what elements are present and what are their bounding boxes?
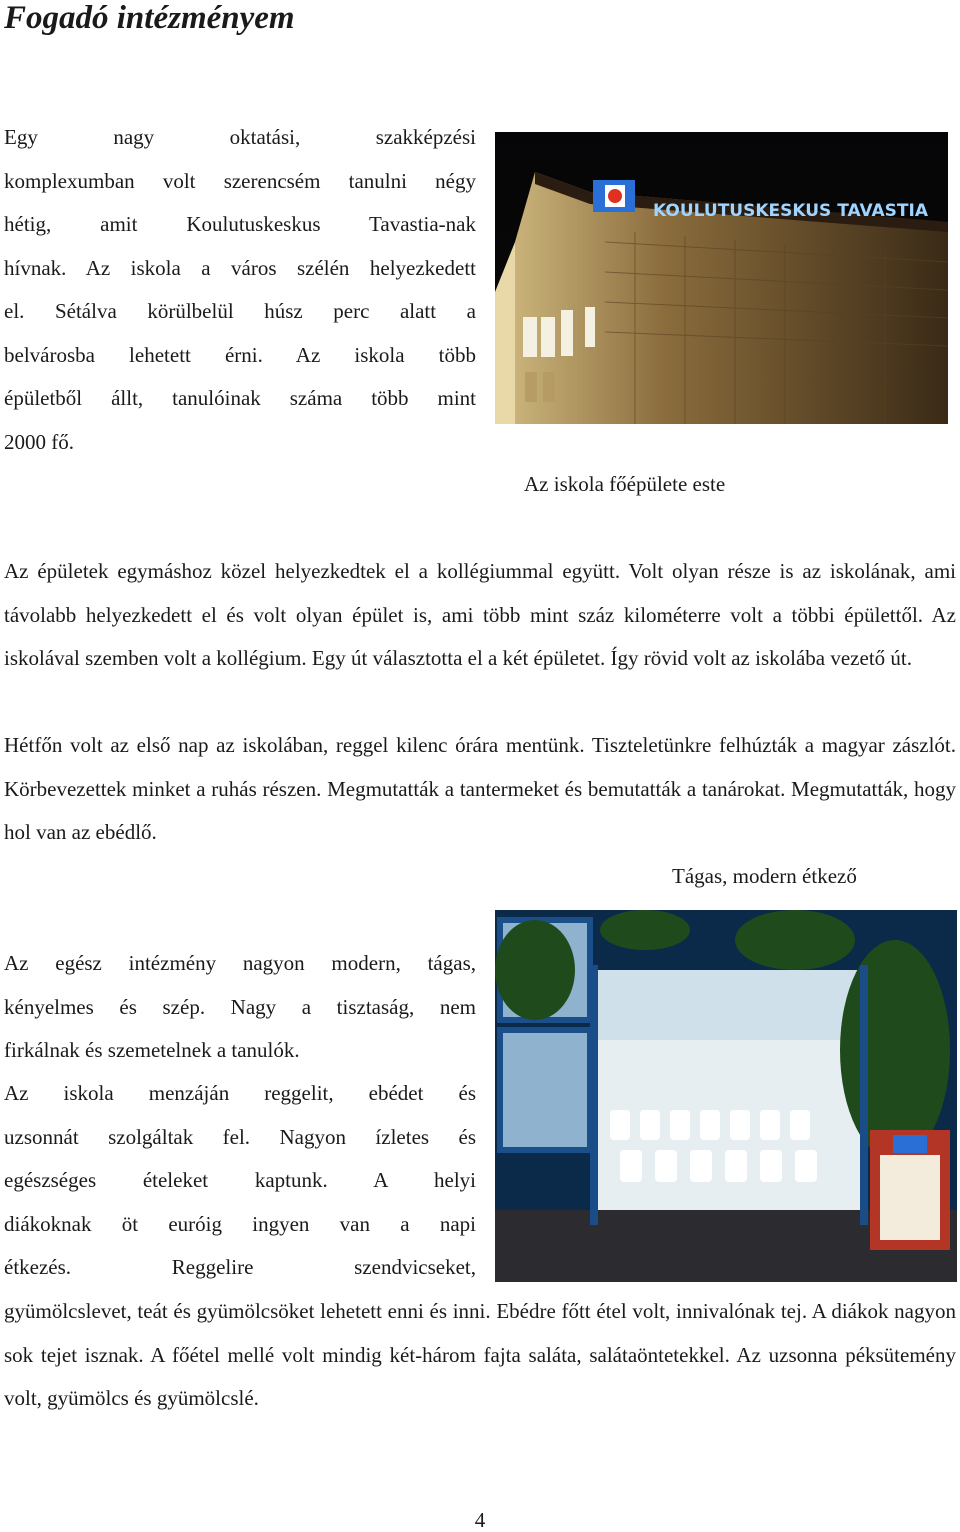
paragraph-modern xyxy=(4,942,476,1073)
paragraph-meals-continued xyxy=(4,1290,956,1421)
paragraph-text: gyümölcslevet, teát és gyümölcsöket lehetett enni és inni. Ebédre főtt étel volt, innivalónak tej. A diákok nagyon sok tejet isznak. A főétel mellé volt mindig két-három fajta saláta, salátaöntetekkel. Az uzsonna péksütemény volt, gyümölcs és gyümölcslé. xyxy=(4,1299,956,1410)
text-line: belvárosba lehetett érni. Az iskola több xyxy=(4,342,476,367)
photo1-caption: Az iskola főépülete este xyxy=(524,472,726,496)
text-line: Egy nagy oktatási, szakképzési xyxy=(4,125,476,149)
text-line: hétig, amit Koulutuskeskus Tavastia-nak xyxy=(4,212,476,236)
text-line: komplexumban volt szerencsém tanulni négy xyxy=(4,168,476,193)
text-line: diákoknak öt euróig ingyen van a napi xyxy=(4,1211,476,1236)
text-line: uzsonnát szolgáltak fel. Nagyon ízletes és xyxy=(4,1124,476,1149)
school-building-photo xyxy=(495,132,948,424)
text-line: hívnak. Az iskola a város szélén helyezkedett xyxy=(4,255,476,280)
paragraph-meals xyxy=(4,1072,476,1290)
intro-paragraph xyxy=(4,116,476,464)
text-line: egészséges ételeket kaptunk. A helyi xyxy=(4,1168,476,1192)
page-title: Fogadó intézményem xyxy=(4,0,295,36)
text-line: 2000 fő. xyxy=(4,429,74,454)
text-line: Az iskola menzáján reggelit, ebédet és xyxy=(4,1081,476,1105)
building-sign-text: KOULUTUSKESKUS TAVASTIA xyxy=(653,201,928,221)
paragraph-first-day xyxy=(4,724,956,855)
text-line: firkálnak és szemetelnek a tanulók. xyxy=(4,1038,300,1062)
text-line: étkezés. Reggelire szendvicseket, xyxy=(4,1255,476,1279)
school-building-image xyxy=(495,132,948,424)
photo2-caption: Tágas, modern étkező xyxy=(672,864,857,888)
text-line: Az egész intézmény nagyon modern, tágas, xyxy=(4,951,476,975)
cafeteria-photo xyxy=(495,910,957,1282)
paragraph-buildings xyxy=(4,550,956,681)
page-number: 4 xyxy=(474,1508,486,1532)
paragraph-text: Hétfőn volt az első nap az iskolában, reggel kilenc órára mentünk. Tiszteletünkre felhúzták a magyar zászlót. Körbevezettek minket a ruhás részen. Megmutatták a tantermeket és bemutatták a tanárokat. Megmutatták, hogy hol van az ebédlő. xyxy=(4,733,956,844)
cafeteria-image xyxy=(495,910,957,1282)
text-line: épületből állt, tanulóinak száma több mint xyxy=(4,386,476,410)
text-line: kényelmes és szép. Nagy a tisztaság, nem xyxy=(4,994,476,1019)
paragraph-text: Az épületek egymáshoz közel helyezkedtek el a kollégiummal együtt. Volt olyan része is az iskolának, ami távolabb helyezkedett el és volt olyan épület is, ami több mint száz kilométerre volt a többi épülettől. Az iskolával szemben volt a kollégium. Egy út választotta el a két épületet. Így rövid volt az iskolába vezető út. xyxy=(4,559,956,670)
text-line: el. Sétálva körülbelül húsz perc alatt a xyxy=(4,299,476,323)
